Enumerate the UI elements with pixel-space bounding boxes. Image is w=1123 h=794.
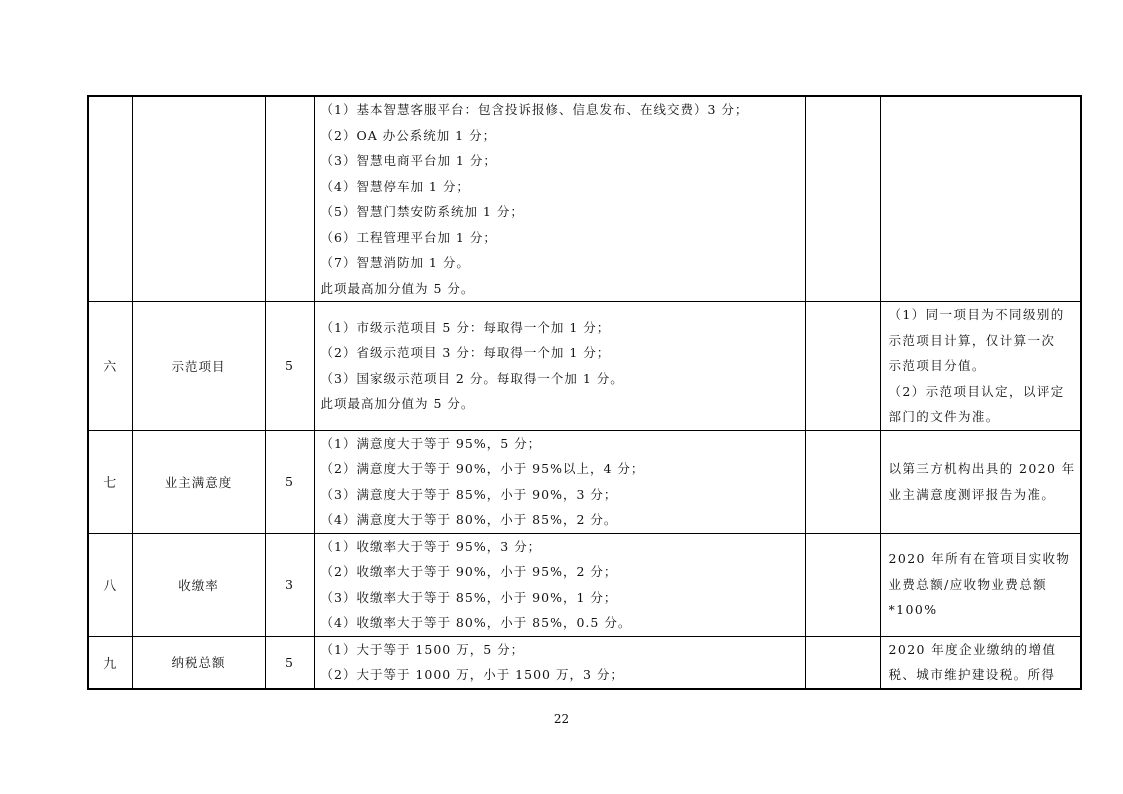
rule-line: （4）满意度大于等于 80%，小于 85%，2 分。 [320, 512, 618, 527]
table-row [88, 96, 1081, 302]
rule-line: （2）满意度大于等于 90%，小于 95%以上，4 分； [320, 461, 645, 476]
note-line: （1）同一项目为不同级别的 [888, 307, 1065, 322]
table-row [88, 430, 1081, 533]
table-row [88, 636, 1081, 689]
note-line: 2020 年所有在管项目实收物 [888, 551, 1071, 567]
rule-line: （1）市级示范项目 5 分：每取得一个加 1 分； [320, 319, 611, 335]
given-score-cell [805, 302, 880, 431]
notes-cell [880, 533, 1081, 636]
rule-line: （3）满意度大于等于 85%，小于 90%，3 分； [320, 486, 618, 502]
score-cell: 5 [265, 302, 314, 431]
rule-line: （7）智慧消防加 1 分。 [320, 255, 470, 270]
rule-line: （1）收缴率大于等于 95%，3 分； [320, 538, 542, 554]
note-line: 税、城市维护建设税。所得 [888, 667, 1056, 682]
rule-line: （1）基本智慧客服平台：包含投诉报修、信息发布、在线交费）3 分； [320, 102, 749, 117]
rules-cell [314, 430, 805, 533]
rule-line: 此项最高加分值为 5 分。 [320, 396, 475, 412]
note-line: 部门的文件为准。 [888, 409, 1000, 424]
table-row [88, 533, 1081, 636]
rule-line: （3）国家级示范项目 2 分。每取得一个加 1 分。 [320, 370, 624, 386]
seq-cell: 六 [88, 302, 132, 431]
note-line: 示范项目分值。 [888, 358, 986, 373]
rule-line: （6）工程管理平台加 1 分； [320, 229, 497, 245]
rule-line: 此项最高加分值为 5 分。 [320, 280, 475, 296]
notes-cell [880, 302, 1081, 431]
note-line: 以第三方机构出具的 2020 年 [888, 461, 1076, 476]
seq-cell: 九 [88, 636, 132, 689]
given-score-cell [805, 96, 880, 302]
item-cell: 收缴率 [132, 533, 265, 636]
rules-cell [314, 533, 805, 636]
note-line: 业费总额/应收物业费总额 [888, 576, 1048, 592]
note-line: （2）示范项目认定，以评定 [888, 383, 1065, 399]
rule-line: （2）收缴率大于等于 90%，小于 95%，2 分； [320, 564, 618, 579]
note-line: 示范项目计算，仅计算一次 [888, 332, 1056, 348]
score-cell: 5 [265, 636, 314, 689]
rule-line: （3）收缴率大于等于 85%，小于 90%，1 分； [320, 589, 618, 605]
table-row [88, 302, 1081, 431]
notes-cell [880, 96, 1081, 302]
rule-line: （2）省级示范项目 3 分：每取得一个加 1 分； [320, 345, 611, 361]
notes-cell [880, 430, 1081, 533]
page-number: 22 [553, 712, 570, 726]
rule-line: （2）大于等于 1000 万，小于 1500 万，3 分； [320, 667, 624, 682]
score-cell: 5 [265, 430, 314, 533]
item-cell: 示范项目 [132, 302, 265, 431]
given-score-cell [805, 430, 880, 533]
rules-cell [314, 636, 805, 689]
seq-cell: 七 [88, 430, 132, 533]
item-cell: 纳税总额 [132, 636, 265, 689]
rules-cell [314, 96, 805, 302]
item-cell [132, 96, 265, 302]
rule-line: （2）OA 办公系统加 1 分； [320, 127, 497, 143]
seq-cell: 八 [88, 533, 132, 636]
note-line: 2020 年度企业缴纳的增值 [888, 641, 1057, 657]
scoring-table [87, 95, 1082, 690]
rule-line: （4）收缴率大于等于 80%，小于 85%，0.5 分。 [320, 615, 632, 630]
note-line: *100% [888, 602, 938, 618]
score-cell [265, 96, 314, 302]
note-line: 业主满意度测评报告为准。 [888, 486, 1056, 502]
given-score-cell [805, 533, 880, 636]
seq-cell [88, 96, 132, 302]
rule-line: （5）智慧门禁安防系统加 1 分； [320, 204, 524, 219]
rule-line: （4）智慧停车加 1 分； [320, 178, 470, 194]
item-cell: 业主满意度 [132, 430, 265, 533]
rule-line: （1）大于等于 1500 万，5 分； [320, 641, 525, 657]
notes-cell [880, 636, 1081, 689]
rule-line: （3）智慧电商平台加 1 分； [320, 153, 497, 168]
rule-line: （1）满意度大于等于 95%，5 分； [320, 435, 542, 451]
score-cell: 3 [265, 533, 314, 636]
rules-cell [314, 302, 805, 431]
given-score-cell [805, 636, 880, 689]
